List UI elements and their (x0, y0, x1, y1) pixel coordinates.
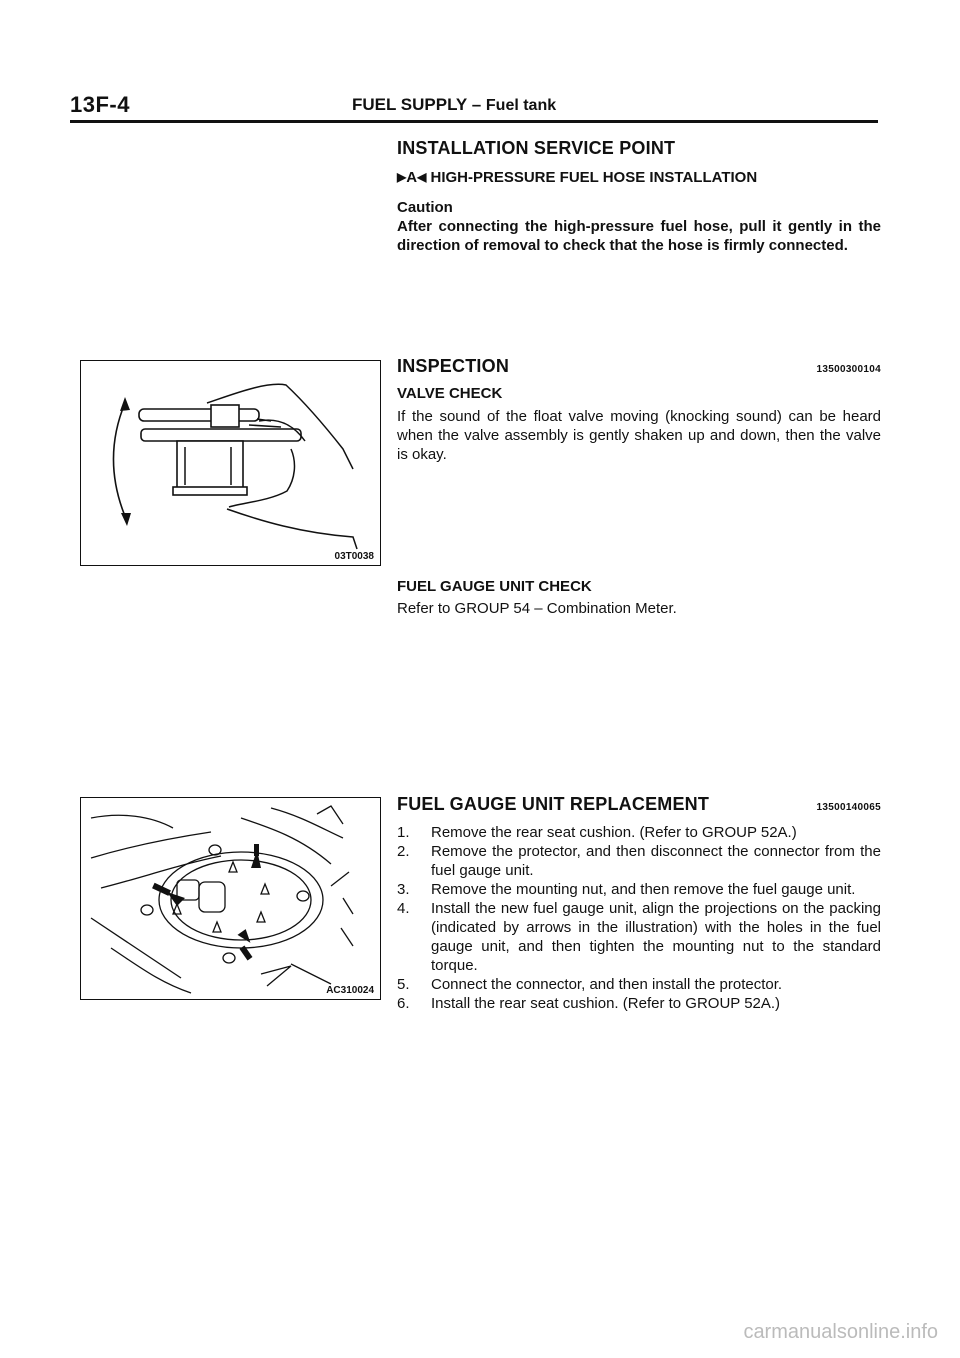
up-arrow-icon (237, 929, 253, 946)
installation-section (397, 138, 881, 255)
page-header (70, 92, 878, 122)
hose-installation-title: HIGH-PRESSURE FUEL HOSE INSTALLATION (430, 169, 758, 186)
figure-code: AC310024 (326, 985, 374, 996)
marker-label: A (406, 169, 418, 186)
valve-assembly-illustration (81, 361, 380, 565)
replacement-section (397, 794, 881, 1013)
right-pointer-icon: ▶ (397, 170, 407, 184)
list-item: 4. Install the new fuel gauge unit, align the projections on the packing (indicated by arrows in the illustration) with the holes in the fuel gauge unit, and then tighten the mounting nut to the standard torque. (397, 900, 881, 974)
list-item: 3. Remove the mounting nut, and then remove the fuel gauge unit. (397, 881, 856, 898)
fuel-gauge-unit-figure (80, 797, 381, 1000)
gauge-check-section (397, 578, 881, 618)
list-item: 2. Remove the protector, and then disconnect the connector from the fuel gauge unit. (397, 843, 881, 879)
section-title (352, 95, 556, 115)
inspection-heading: INSPECTION (397, 356, 510, 376)
down-arrow-icon (121, 513, 131, 526)
section-title-main: FUEL SUPPLY (352, 95, 467, 114)
valve-check-heading: VALVE CHECK (397, 385, 503, 402)
caution-label: Caution (397, 199, 453, 216)
replacement-heading: FUEL GAUGE UNIT REPLACEMENT (397, 794, 710, 814)
installation-subheading (397, 169, 881, 186)
inspection-code: 13500300104 (816, 364, 881, 375)
gauge-check-heading: FUEL GAUGE UNIT CHECK (397, 578, 592, 595)
caution-text: After connecting the high-pressure fuel hose, pull it gently in the direction of removal to check that the hose is firmly connected. (397, 218, 881, 254)
title-dash: – (471, 95, 482, 114)
valve-check-figure (80, 360, 381, 566)
list-item: 1. Remove the rear seat cushion. (Refer to GROUP 52A.) (397, 824, 797, 841)
replacement-steps (397, 823, 881, 1013)
figure-code: 03T0038 (334, 551, 374, 562)
installation-heading: INSTALLATION SERVICE POINT (397, 138, 676, 158)
valve-check-text: If the sound of the float valve moving (knocking sound) can be heard when the valve assembly is gently shaken up and down, then the valve is okay. (397, 408, 881, 463)
fuel-gauge-unit-illustration (81, 798, 380, 999)
list-item: 6. Install the rear seat cushion. (Refer to GROUP 52A.) (397, 995, 781, 1012)
up-arrow-icon (120, 397, 130, 411)
header-rule (70, 120, 878, 123)
page-number: 13F-4 (70, 92, 130, 117)
section-subtitle: Fuel tank (485, 97, 557, 114)
list-item: 5. Connect the connector, and then install the protector. (397, 976, 783, 993)
right-arrow-icon (167, 892, 185, 906)
gauge-check-text: Refer to GROUP 54 – Combination Meter. (397, 600, 677, 617)
watermark: carmanualsonline.info (743, 1321, 938, 1343)
left-pointer-icon: ◀ (417, 170, 427, 184)
inspection-section (397, 356, 881, 464)
replacement-code: 13500140065 (816, 802, 881, 813)
